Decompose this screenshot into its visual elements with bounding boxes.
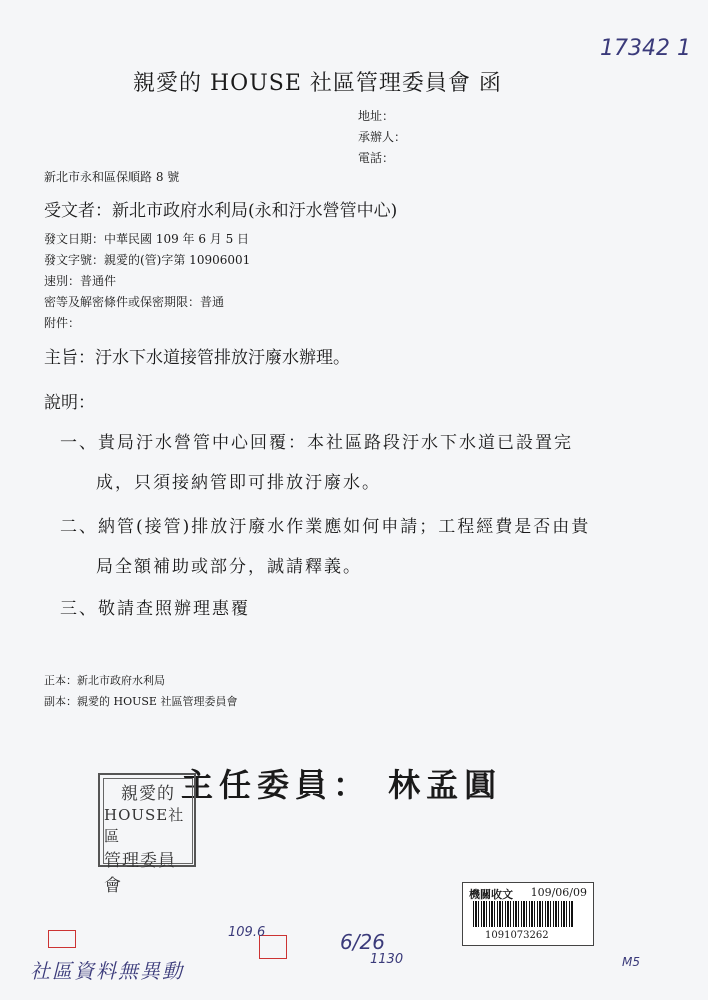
handwritten-note-1: 109.6: [228, 925, 266, 940]
issue-date: 發文日期：中華民國 109 年 6 月 5 日: [44, 232, 250, 246]
main-copy: 正本：新北市政府水利局: [44, 674, 165, 687]
contact-label: 承辦人：: [358, 130, 407, 144]
seal-line-3: 管理委員會: [104, 851, 176, 896]
organization-seal: [98, 773, 196, 896]
seal-line-1: 親愛的: [121, 784, 175, 804]
recipient: 受文者：新北市政府水利局(永和汙水營管中心): [44, 201, 398, 221]
item-1-line-2: 成，只須接納管即可排放汙廢水。: [96, 473, 381, 493]
sender-address: 新北市永和區保順路 8 號: [44, 170, 180, 184]
document-title: 親愛的 HOUSE 社區管理委員會 函: [133, 71, 502, 96]
handwritten-note-3: 1130: [370, 952, 404, 967]
handwritten-note-2: 6/26: [340, 930, 385, 954]
item-1-line-1: 一、貴局汙水營管中心回覆：本社區路段汙水下水道已設置完: [60, 433, 573, 453]
handwritten-page-mark: M5: [622, 955, 640, 969]
item-3-line-1: 三、敬請查照辦理惠覆: [60, 599, 250, 619]
barcode-icon: [473, 901, 573, 927]
item-2-line-2: 局全額補助或部分，誠請釋義。: [96, 557, 362, 577]
chairman-signature: 主任委員： 林孟圓: [181, 766, 503, 804]
receipt-stamp-number: 1091073262: [485, 930, 549, 941]
speed-class: 速別：普通件: [44, 274, 117, 288]
attachment-label: 附件：: [44, 316, 81, 330]
item-2-line-1: 二、納管(接管)排放汙廢水作業應如何申請；工程經費是否由貴: [60, 517, 591, 537]
confidentiality: 密等及解密條件或保密期限：普通: [44, 295, 225, 309]
handwritten-footer: 社區資料無異動: [30, 959, 184, 983]
subject: 主旨：汙水下水道接管排放汙廢水辦理。: [44, 348, 350, 368]
receipt-stamp: [462, 882, 594, 946]
receipt-stamp-date: 109/06/09: [530, 886, 587, 899]
seal-line-2: HOUSE社區: [104, 806, 185, 845]
handwritten-corner-note: 17342 1: [600, 36, 691, 61]
document-number: 發文字號：親愛的(管)字第 10906001: [44, 253, 251, 267]
phone-label: 電話：: [358, 151, 395, 165]
cc-copy: 副本：親愛的 HOUSE 社區管理委員會: [44, 695, 238, 708]
explanation-label: 說明：: [44, 393, 95, 413]
receipt-stamp-header: 機關收文: [469, 888, 513, 901]
address-label: 地址：: [358, 109, 395, 123]
red-stamp-1: [48, 930, 76, 948]
